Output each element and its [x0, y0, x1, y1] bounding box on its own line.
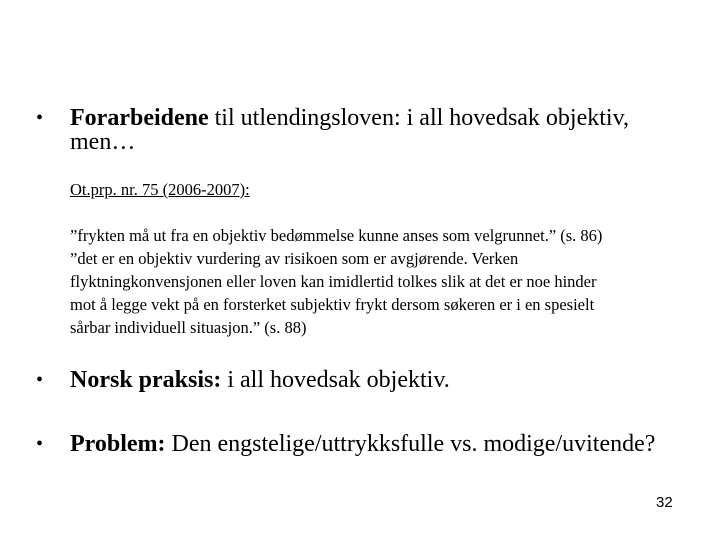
bullet-bold-term: Norsk praksis: [70, 367, 222, 393]
bullet-continuation: men… [70, 129, 136, 155]
bullet-icon: • [36, 433, 44, 455]
source-heading: Ot.prp. nr. 75 (2006-2007): [70, 180, 250, 199]
quote-line: mot å legge vekt på en forsterket subjektiv frykt dersom søkeren er i en spesielt [70, 295, 595, 314]
bullet-bold-term: Forarbeidene [70, 105, 209, 131]
bullet-text [70, 432, 655, 456]
bullet-text [70, 106, 629, 130]
bullet-body: Den engstelige/uttrykksfulle vs. modige/uvitende? [165, 431, 656, 457]
quote-line: sårbar individuell situasjon.” (s. 88) [70, 318, 307, 337]
bullet-body: til utlendingsloven: i all hovedsak objektiv, [208, 105, 630, 131]
bullet-bold-term: Problem: [70, 431, 166, 457]
bullet-text [70, 368, 450, 392]
quote-line: ”det er en objektiv vurdering av risikoen som er avgjørende. Verken [70, 249, 519, 268]
quote-line: flyktningkonvensjonen eller loven kan imidlertid tolkes slik at det er noe hinder [70, 272, 597, 291]
quote-line: ”frykten må ut fra en objektiv bedømmelse kunne anses som velgrunnet.” (s. 86) [70, 226, 603, 245]
bullet-icon: • [36, 107, 44, 129]
bullet-body: i all hovedsak objektiv. [221, 367, 450, 393]
page-number: 32 [656, 494, 673, 511]
bullet-icon: • [36, 369, 44, 391]
